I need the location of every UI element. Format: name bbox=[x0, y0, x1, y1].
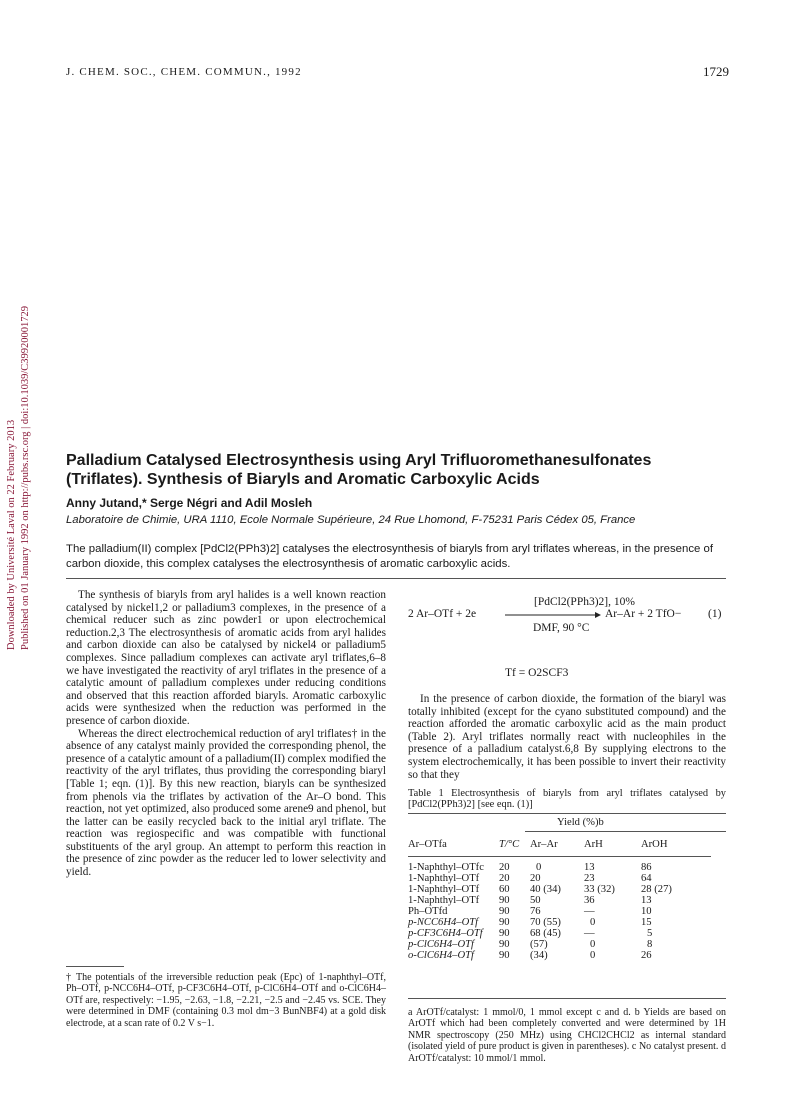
equation-catalyst: [PdCl2(PPh3)2], 10% bbox=[534, 596, 635, 608]
body-paragraph-2: Whereas the direct electrochemical reduction of aryl triflates† in the absence of any catalyst mainly provided the corresponding phenol, the presence of a catalytic amount of a palladium(II) complex modified the reactivity of the aryl triflates, thus providing the corresponding biaryl [Table 1; eqn. (1)]. By this new reaction, biaryls can be synthesized from phenols via the triflates by activation of the Ar–O bond. This reaction, not yet optimized, also produced some arene9 and phenol, but the latter can be easily recycled back to the initial aryl triflate. The reaction was regiospecific and was compatible with functional substituents of the aryl group. An attempt to perform this reaction in the presence of zinc powder as the reducer led to lower selectivity and yield. bbox=[66, 727, 386, 879]
table-row bbox=[408, 906, 711, 917]
table-cell: 26 bbox=[641, 950, 652, 961]
table-cell: 0 bbox=[590, 939, 596, 950]
table-row bbox=[408, 950, 711, 961]
sidebar-doi-line[interactable]: Published on 01 January 1992 on http://pubs.rsc.org | doi:10.1039/C39920001729 bbox=[20, 305, 31, 650]
table-top-rule bbox=[408, 813, 726, 814]
yield-group-header: Yield (%)b bbox=[557, 817, 604, 828]
table-caption: Table 1 Electrosynthesis of biaryls from aryl triflates catalysed by [PdCl2(PPh3)2] [see eqn. (1)] bbox=[408, 788, 726, 811]
article-authors: Anny Jutand,* Serge Négri and Adil Mosleh bbox=[66, 496, 313, 510]
table-cell: 90 bbox=[499, 928, 510, 939]
table-row bbox=[408, 895, 711, 906]
table-cell: 10 bbox=[641, 906, 652, 917]
table-cell: 20 bbox=[499, 862, 510, 873]
table-cell: 90 bbox=[499, 939, 510, 950]
table-cell: 86 bbox=[641, 862, 652, 873]
table-cell: — bbox=[584, 906, 595, 917]
table-cell: 28 (27) bbox=[641, 884, 672, 895]
table-cell: 90 bbox=[499, 950, 510, 961]
table-cell: 23 bbox=[584, 873, 595, 884]
table-cell: 64 bbox=[641, 873, 652, 884]
table-cell: o-ClC6H4–OTf bbox=[408, 950, 474, 961]
table-cell: 0 bbox=[590, 917, 596, 928]
table-cell: p-CF3C6H4–OTf bbox=[408, 928, 483, 939]
article-affiliation: Laboratoire de Chimie, URA 1110, Ecole Normale Supérieure, 24 Rue Lhomond, F-75231 Paris Cédex 05, France bbox=[66, 514, 636, 526]
table-cell: 70 (55) bbox=[530, 917, 561, 928]
yield-table bbox=[408, 839, 711, 961]
table-cell: 90 bbox=[499, 906, 510, 917]
table-header-row bbox=[408, 839, 711, 850]
table-cell: 40 (34) bbox=[530, 884, 561, 895]
table-cell: 15 bbox=[641, 917, 652, 928]
table-cell: Ph–OTfd bbox=[408, 906, 448, 917]
page-number: 1729 bbox=[703, 64, 729, 79]
table-row bbox=[408, 939, 711, 950]
table-cell: 33 (32) bbox=[584, 884, 615, 895]
body-paragraph-1: The synthesis of biaryls from aryl halides is a well known reaction catalysed by nickel1,2 or palladium3 complexes, in the presence of a chemical reducer such as zinc powder1 or upon electrochemical reduction.2,3 The electrosynthesis of aromatic acids from aryl halides and carbon dioxide can also be catalysed by nickel4 or palladium5 complexes. Since palladium complexes can activate aryl triflates,6–8 we have investigated the reactivity of aryl triflates in the presence of a catalytic amount of palladium complexes under reducing conditions and observed that this reaction afforded biaryls. Aromatic carboxylic acids were synthesized when the reduction was performed in the presence of carbon dioxide. bbox=[66, 589, 386, 727]
triflate-definition: Tf = O2SCF3 bbox=[505, 667, 569, 679]
equation-lhs: 2 Ar–OTf + 2e bbox=[408, 608, 477, 620]
table-cell: — bbox=[584, 928, 595, 939]
table-cell: 8 bbox=[647, 939, 653, 950]
table-body bbox=[408, 862, 711, 961]
equation-conditions: DMF, 90 °C bbox=[533, 622, 590, 634]
footnote-divider bbox=[66, 966, 124, 967]
table-cell: 5 bbox=[647, 928, 653, 939]
potential-footnote: † The potentials of the irreversible reduction peak (Epc) of 1-naphthyl–OTf, Ph–OTf, p-NCC6H4–OTf, p-CF3C6H4–OTf, p-ClC6H4–OTf and o-ClC6H4–OTf are, respectively: −1.95, −2.63, −1.8, −2.21, −2.5 and −2.45 vs. SCE. They were determined in DMF (containing 0.3 mol dm−3 BunNBF4) at a gold disk electrode, at a scan rate of 0.2 V s−1. bbox=[66, 972, 386, 1029]
table-cell: 0 bbox=[590, 950, 596, 961]
column-header: Ar–Ar bbox=[530, 839, 558, 850]
equation-1 bbox=[408, 596, 726, 656]
sidebar-download-line[interactable]: Downloaded by Université Laval on 22 February 2013 bbox=[6, 419, 17, 650]
table-cell: 90 bbox=[499, 895, 510, 906]
table-row bbox=[408, 873, 711, 884]
table-cell: 90 bbox=[499, 917, 510, 928]
article-abstract: The palladium(II) complex [PdCl2(PPh3)2] catalyses the electrosynthesis of biaryls from aryl triflates whereas, in the presence of carbon dioxide, this complex catalyses the electrosynthesis of aromatic carboxylic acids. bbox=[66, 543, 714, 570]
body-paragraph-3: In the presence of carbon dioxide, the formation of the biaryl was totally inhibited (except for the cyano substituted compound) and the reaction afforded the aromatic carboxylic acid as the main product (Table 2). Aryl triflates normally react with nucleophiles in the presence of a palladium catalyst.6,8 By supplying electrons to the system electrochemically, it has been possible to invert their reactivity so that they bbox=[408, 693, 726, 781]
table-cell: 13 bbox=[584, 862, 595, 873]
table-cell: 0 bbox=[536, 862, 542, 873]
table-cell: 1-Naphthyl–OTf bbox=[408, 895, 480, 906]
column-header: Ar–OTfa bbox=[408, 839, 447, 850]
table-cell: p-NCC6H4–OTf bbox=[408, 917, 479, 928]
equation-rhs: Ar–Ar + 2 TfO− bbox=[605, 608, 682, 620]
table-cell: 1-Naphthyl–OTfc bbox=[408, 862, 484, 873]
table-cell: 1-Naphthyl–OTf bbox=[408, 873, 480, 884]
table-row bbox=[408, 862, 711, 873]
table-cell: 20 bbox=[499, 873, 510, 884]
table-cell: 60 bbox=[499, 884, 510, 895]
yield-group-rule bbox=[525, 831, 726, 832]
table-cell: 68 (45) bbox=[530, 928, 561, 939]
reaction-arrow bbox=[505, 610, 601, 620]
table-cell: 13 bbox=[641, 895, 652, 906]
table-cell: 1-Naphthyl–OTf bbox=[408, 884, 480, 895]
table-cell: (57) bbox=[530, 939, 548, 950]
table-cell: 50 bbox=[530, 895, 541, 906]
left-column bbox=[66, 589, 386, 879]
equation-number: (1) bbox=[708, 608, 722, 620]
table-cell: (34) bbox=[530, 950, 548, 961]
table-cell: p-ClC6H4–OTf bbox=[408, 939, 474, 950]
table-cell: 76 bbox=[530, 906, 541, 917]
table-row bbox=[408, 928, 711, 939]
table-row bbox=[408, 884, 711, 895]
article-title: Palladium Catalysed Electrosynthesis using Aryl Trifluoromethanesulfonates (Triflates). Synthesis of Biaryls and Aromatic Carboxylic Acids bbox=[66, 452, 652, 488]
right-column bbox=[408, 693, 726, 781]
abstract-divider bbox=[66, 578, 726, 579]
journal-header: J. CHEM. SOC., CHEM. COMMUN., 1992 bbox=[66, 66, 302, 78]
table-cell: 20 bbox=[530, 873, 541, 884]
table-row bbox=[408, 917, 711, 928]
column-header: ArOH bbox=[641, 839, 668, 850]
table-cell: 36 bbox=[584, 895, 595, 906]
table-bottom-rule bbox=[408, 998, 726, 999]
table-footnotes: a ArOTf/catalyst: 1 mmol/0, 1 mmol except c and d. b Yields are based on ArOTf which had been completely converted and were determined by 1H NMR spectroscopy (250 MHz) using CHCl2CHCl2 as internal standard (isolated yield of pure product is given in parentheses). c No catalyst present. d ArOTf/catalyst: 10 mmol/1 mmol. bbox=[408, 1007, 726, 1064]
column-header: ArH bbox=[584, 839, 603, 850]
column-header: T/°C bbox=[499, 839, 520, 850]
